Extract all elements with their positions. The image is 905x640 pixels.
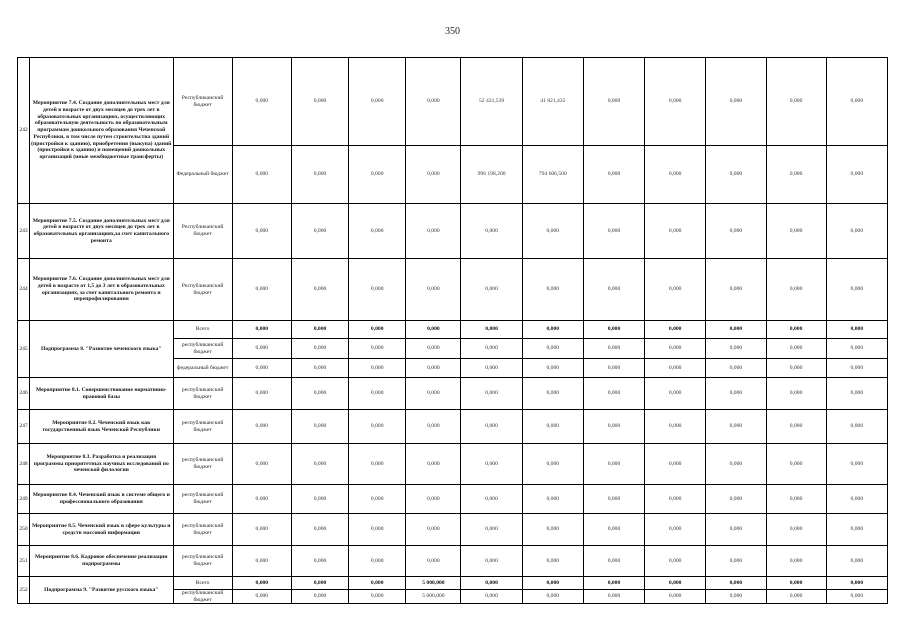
value-cell: 0,000 xyxy=(232,58,291,146)
funding-source: федеральный бюджет xyxy=(173,359,232,378)
measure-name: Мероприятие 7.5. Создание дополнительных мест для детей в возрасте от двух месяцев до трех лет в образовательных организациях,за счет капитального ремонта xyxy=(30,204,173,259)
value-cell: 0,000 xyxy=(826,58,887,146)
value-cell: 0,000 xyxy=(706,204,766,259)
row-number: 252 xyxy=(18,577,30,604)
value-cell: 0,000 xyxy=(349,577,406,590)
row-number: 249 xyxy=(18,485,30,514)
value-cell: 0,000 xyxy=(645,514,706,546)
value-cell: 0,000 xyxy=(406,259,461,321)
value-cell: 0,000 xyxy=(522,259,583,321)
value-cell: 0,000 xyxy=(766,514,826,546)
value-cell: 0,000 xyxy=(461,514,522,546)
value-cell: 0,000 xyxy=(706,378,766,410)
value-cell: 0,000 xyxy=(349,321,406,339)
value-cell: 0,000 xyxy=(826,339,887,359)
value-cell: 0,000 xyxy=(291,546,348,577)
value-cell: 996 198,200 xyxy=(461,146,522,204)
value-cell: 0,000 xyxy=(706,514,766,546)
value-cell: 41 821,435 xyxy=(522,58,583,146)
value-cell: 0,000 xyxy=(826,577,887,590)
value-cell: 0,000 xyxy=(766,359,826,378)
value-cell: 0,000 xyxy=(406,444,461,485)
funding-source: Республиканский бюджет xyxy=(173,259,232,321)
table-row xyxy=(18,546,888,577)
value-cell: 0,000 xyxy=(706,359,766,378)
value-cell: 0,000 xyxy=(291,577,348,590)
page-number: 350 xyxy=(445,26,460,37)
value-cell: 0,000 xyxy=(349,546,406,577)
value-cell: 0,000 xyxy=(522,514,583,546)
value-cell: 0,000 xyxy=(232,485,291,514)
funding-source: республиканский бюджет xyxy=(173,378,232,410)
table-row xyxy=(18,485,888,514)
funding-source: Республиканский бюджет xyxy=(173,204,232,259)
value-cell: 0,000 xyxy=(645,146,706,204)
value-cell: 0,000 xyxy=(645,410,706,444)
value-cell: 0,000 xyxy=(583,410,644,444)
value-cell: 0,000 xyxy=(406,204,461,259)
value-cell: 0,000 xyxy=(826,146,887,204)
value-cell: 0,000 xyxy=(349,485,406,514)
value-cell: 0,000 xyxy=(766,577,826,590)
table-row xyxy=(18,259,888,321)
value-cell: 0,000 xyxy=(583,577,644,590)
value-cell: 0,000 xyxy=(766,321,826,339)
value-cell: 0,000 xyxy=(232,146,291,204)
value-cell: 0,000 xyxy=(461,410,522,444)
funding-source: республиканский бюджет xyxy=(173,590,232,604)
measure-name: Подпрограмма 8. "Развитие чеченского языка" xyxy=(30,321,173,378)
funding-source: Республиканский бюджет xyxy=(173,58,232,146)
value-cell: 0,000 xyxy=(461,321,522,339)
value-cell: 0,000 xyxy=(826,321,887,339)
value-cell: 0,000 xyxy=(583,259,644,321)
funding-source: республиканский бюджет xyxy=(173,410,232,444)
value-cell: 0,000 xyxy=(349,204,406,259)
value-cell: 0,000 xyxy=(706,485,766,514)
value-cell: 0,000 xyxy=(645,546,706,577)
value-cell: 0,000 xyxy=(406,514,461,546)
value-cell: 0,000 xyxy=(461,577,522,590)
table-row xyxy=(18,58,888,146)
value-cell: 0,000 xyxy=(706,546,766,577)
value-cell: 0,000 xyxy=(461,444,522,485)
row-number: 251 xyxy=(18,546,30,577)
funding-source: республиканский бюджет xyxy=(173,444,232,485)
measure-name: Мероприятие 8.1. Совершенствование нормативно-правовой базы xyxy=(30,378,173,410)
value-cell: 0,000 xyxy=(826,444,887,485)
value-cell: 0,000 xyxy=(406,339,461,359)
row-number: 243 xyxy=(18,204,30,259)
value-cell: 0,000 xyxy=(461,590,522,604)
value-cell: 0,000 xyxy=(583,444,644,485)
funding-source: республиканский бюджет xyxy=(173,514,232,546)
value-cell: 0,000 xyxy=(461,546,522,577)
value-cell: 0,000 xyxy=(583,339,644,359)
value-cell: 0,000 xyxy=(583,546,644,577)
measure-name: Мероприятие 7.6. Создание дополнительных мест для детей в возрасте от 1,5 до 3 лет в образовательных организациях, за счет капитального ремонта и перепрофилирования xyxy=(30,259,173,321)
value-cell: 0,000 xyxy=(583,514,644,546)
value-cell: 0,000 xyxy=(461,204,522,259)
value-cell: 0,000 xyxy=(349,359,406,378)
value-cell: 0,000 xyxy=(766,546,826,577)
value-cell: 0,000 xyxy=(291,444,348,485)
value-cell: 0,000 xyxy=(232,359,291,378)
value-cell: 0,000 xyxy=(349,146,406,204)
value-cell: 0,000 xyxy=(406,546,461,577)
value-cell: 0,000 xyxy=(645,321,706,339)
value-cell: 0,000 xyxy=(645,58,706,146)
value-cell: 0,000 xyxy=(706,590,766,604)
value-cell: 0,000 xyxy=(291,321,348,339)
value-cell: 0,000 xyxy=(232,514,291,546)
value-cell: 0,000 xyxy=(522,339,583,359)
value-cell: 0,000 xyxy=(406,359,461,378)
value-cell: 0,000 xyxy=(583,58,644,146)
value-cell: 0,000 xyxy=(826,590,887,604)
value-cell: 0,000 xyxy=(645,444,706,485)
value-cell: 0,000 xyxy=(766,410,826,444)
value-cell: 0,000 xyxy=(461,339,522,359)
table-row xyxy=(18,444,888,485)
value-cell: 0,000 xyxy=(522,444,583,485)
table-row xyxy=(18,204,888,259)
value-cell: 0,000 xyxy=(461,378,522,410)
value-cell: 0,000 xyxy=(522,590,583,604)
value-cell: 0,000 xyxy=(232,546,291,577)
value-cell: 0,000 xyxy=(406,146,461,204)
value-cell: 0,000 xyxy=(349,590,406,604)
value-cell: 0,000 xyxy=(706,444,766,485)
funding-source: республиканский бюджет xyxy=(173,485,232,514)
value-cell: 0,000 xyxy=(766,259,826,321)
value-cell: 0,000 xyxy=(349,444,406,485)
funding-source: Всего xyxy=(173,577,232,590)
value-cell: 0,000 xyxy=(583,146,644,204)
value-cell: 0,000 xyxy=(291,146,348,204)
value-cell: 0,000 xyxy=(826,259,887,321)
value-cell: 0,000 xyxy=(349,58,406,146)
value-cell: 0,000 xyxy=(461,359,522,378)
value-cell: 0,000 xyxy=(232,410,291,444)
row-number: 248 xyxy=(18,444,30,485)
value-cell: 0,000 xyxy=(232,590,291,604)
funding-source: республиканский бюджет xyxy=(173,546,232,577)
value-cell: 0,000 xyxy=(291,410,348,444)
value-cell: 0,000 xyxy=(766,339,826,359)
measure-name: Мероприятие 8.2. Чеченский язык как государственный язык Чеченской Республики xyxy=(30,410,173,444)
value-cell: 0,000 xyxy=(766,204,826,259)
value-cell: 0,000 xyxy=(645,378,706,410)
value-cell: 0,000 xyxy=(826,204,887,259)
funding-source: Федеральный бюджет xyxy=(173,146,232,204)
value-cell: 0,000 xyxy=(706,577,766,590)
value-cell: 0,000 xyxy=(522,546,583,577)
value-cell: 0,000 xyxy=(232,204,291,259)
row-number: 244 xyxy=(18,259,30,321)
value-cell: 0,000 xyxy=(291,339,348,359)
value-cell: 0,000 xyxy=(706,58,766,146)
value-cell: 0,000 xyxy=(766,378,826,410)
value-cell: 0,000 xyxy=(645,339,706,359)
value-cell: 0,000 xyxy=(522,485,583,514)
value-cell: 0,000 xyxy=(583,485,644,514)
value-cell: 0,000 xyxy=(826,485,887,514)
value-cell: 0,000 xyxy=(232,444,291,485)
value-cell: 0,000 xyxy=(406,58,461,146)
value-cell: 0,000 xyxy=(291,378,348,410)
value-cell: 0,000 xyxy=(522,577,583,590)
value-cell: 0,000 xyxy=(349,339,406,359)
value-cell: 52 431,539 xyxy=(461,58,522,146)
measure-name: Мероприятие 8.5. Чеченский язык в сфере культуры и средств массовой информации xyxy=(30,514,173,546)
row-number: 246 xyxy=(18,378,30,410)
row-number: 250 xyxy=(18,514,30,546)
value-cell: 0,000 xyxy=(766,58,826,146)
value-cell: 0,000 xyxy=(826,410,887,444)
value-cell: 0,000 xyxy=(766,146,826,204)
table-row xyxy=(18,577,888,590)
value-cell: 0,000 xyxy=(645,204,706,259)
value-cell: 0,000 xyxy=(522,321,583,339)
value-cell: 0,000 xyxy=(406,321,461,339)
value-cell: 0,000 xyxy=(826,359,887,378)
value-cell: 0,000 xyxy=(645,485,706,514)
value-cell: 0,000 xyxy=(291,514,348,546)
value-cell: 0,000 xyxy=(232,259,291,321)
value-cell: 0,000 xyxy=(349,410,406,444)
value-cell: 0,000 xyxy=(645,577,706,590)
value-cell: 0,000 xyxy=(583,590,644,604)
measure-name: Мероприятие 8.6. Кадровое обеспечение реализации подпрограммы xyxy=(30,546,173,577)
value-cell: 0,000 xyxy=(766,485,826,514)
value-cell: 0,000 xyxy=(349,514,406,546)
value-cell: 0,000 xyxy=(406,378,461,410)
budget-table xyxy=(17,57,888,604)
value-cell: 0,000 xyxy=(522,410,583,444)
table-row xyxy=(18,410,888,444)
value-cell: 0,000 xyxy=(291,359,348,378)
value-cell: 794 606,500 xyxy=(522,146,583,204)
value-cell: 0,000 xyxy=(706,339,766,359)
value-cell: 0,000 xyxy=(706,146,766,204)
funding-source: республиканский бюджет xyxy=(173,339,232,359)
row-number: 247 xyxy=(18,410,30,444)
value-cell: 0,000 xyxy=(583,378,644,410)
value-cell: 0,000 xyxy=(766,590,826,604)
value-cell: 5 000,000 xyxy=(406,590,461,604)
value-cell: 0,000 xyxy=(232,577,291,590)
value-cell: 0,000 xyxy=(232,378,291,410)
value-cell: 0,000 xyxy=(645,259,706,321)
value-cell: 0,000 xyxy=(706,321,766,339)
value-cell: 0,000 xyxy=(232,321,291,339)
value-cell: 5 000,000 xyxy=(406,577,461,590)
value-cell: 0,000 xyxy=(291,204,348,259)
funding-source: Всего xyxy=(173,321,232,339)
value-cell: 0,000 xyxy=(583,204,644,259)
value-cell: 0,000 xyxy=(291,259,348,321)
row-number: 242 xyxy=(18,58,30,204)
value-cell: 0,000 xyxy=(826,546,887,577)
measure-name: Мероприятие 7.4. Создание дополнительных мест для детей в возрасте от двух месяцев до трех лет в образовательных организациях, осуществляющих образовательную деятельность по образовательным программам дошкольного образования Чеченской Республики, в том числе путем строительства зданий (пристройки к зданию), приобретения (выкупа) зданий (пристройки к зданию) и помещений дошкольных организаций (иные межбюджетные трансферты) xyxy=(30,58,173,204)
value-cell: 0,000 xyxy=(461,485,522,514)
value-cell: 0,000 xyxy=(522,378,583,410)
value-cell: 0,000 xyxy=(461,259,522,321)
table-row xyxy=(18,321,888,339)
table-row xyxy=(18,378,888,410)
measure-name: Мероприятие 8.4. Чеченский язык в системе общего и профессионального образования xyxy=(30,485,173,514)
value-cell: 0,000 xyxy=(706,410,766,444)
value-cell: 0,000 xyxy=(583,321,644,339)
value-cell: 0,000 xyxy=(349,378,406,410)
measure-name: Подпрограмма 9. "Развитие русского языка" xyxy=(30,577,173,604)
value-cell: 0,000 xyxy=(522,204,583,259)
value-cell: 0,000 xyxy=(232,339,291,359)
value-cell: 0,000 xyxy=(406,410,461,444)
value-cell: 0,000 xyxy=(826,514,887,546)
value-cell: 0,000 xyxy=(291,485,348,514)
row-number: 245 xyxy=(18,321,30,378)
value-cell: 0,000 xyxy=(583,359,644,378)
measure-name: Мероприятие 8.3. Разработка и реализация программы приоритетных научных исследований по чеченской филологии xyxy=(30,444,173,485)
value-cell: 0,000 xyxy=(766,444,826,485)
value-cell: 0,000 xyxy=(645,590,706,604)
value-cell: 0,000 xyxy=(291,58,348,146)
value-cell: 0,000 xyxy=(706,259,766,321)
value-cell: 0,000 xyxy=(645,359,706,378)
value-cell: 0,000 xyxy=(522,359,583,378)
value-cell: 0,000 xyxy=(826,378,887,410)
value-cell: 0,000 xyxy=(406,485,461,514)
value-cell: 0,000 xyxy=(291,590,348,604)
table-row xyxy=(18,514,888,546)
value-cell: 0,000 xyxy=(349,259,406,321)
